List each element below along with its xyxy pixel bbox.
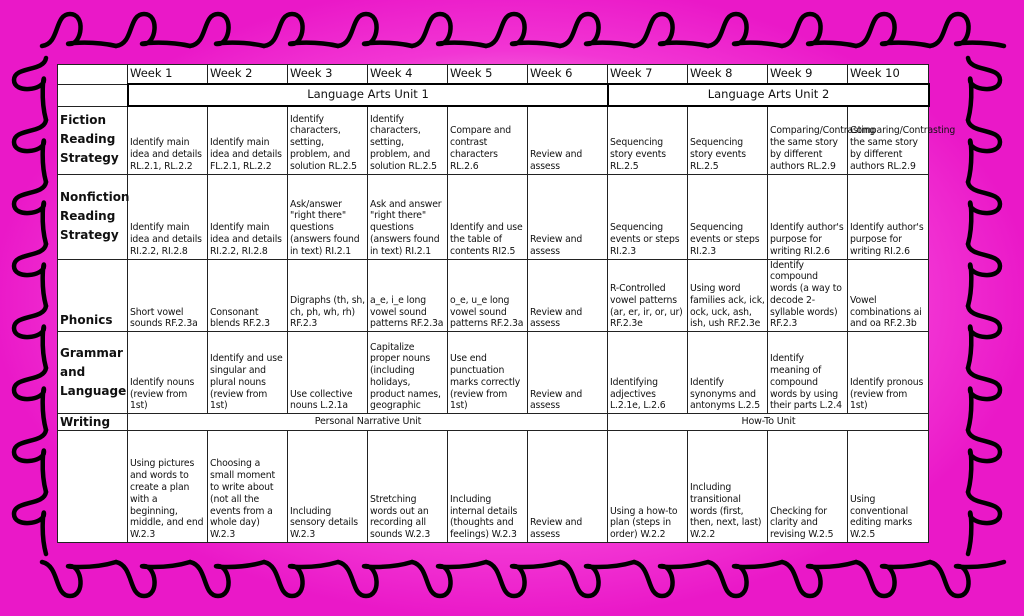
table-cell: Comparing/Contrasting the same story by different authors RL.2.9 bbox=[768, 106, 848, 174]
table-cell: Stretching words out an recording all sounds W.2.3 bbox=[368, 431, 448, 543]
border-loop bbox=[856, 562, 930, 596]
unit-row bbox=[58, 84, 929, 106]
border-loop bbox=[338, 14, 412, 46]
table-cell: a_e, i_e long vowel sound patterns RF.2.3a bbox=[368, 259, 448, 332]
table-cell: Capitalize proper nouns (including holidays, product names, geographic bbox=[368, 332, 448, 414]
border-loop bbox=[190, 562, 264, 596]
table-cell: Identify characters, setting, problem, and solution RL.2.5 bbox=[368, 106, 448, 174]
table-cell: Review and assess bbox=[528, 106, 608, 174]
table-cell: Identify nouns (review from 1st) bbox=[128, 332, 208, 414]
table-cell: Review and assess bbox=[528, 332, 608, 414]
border-loop bbox=[856, 14, 930, 46]
nonfiction-row bbox=[58, 174, 929, 259]
border-loop bbox=[560, 562, 634, 596]
border-loop bbox=[560, 14, 634, 46]
fiction-row bbox=[58, 106, 929, 174]
writing-unit-2: How-To Unit bbox=[608, 414, 929, 431]
table-cell: Using a how-to plan (steps in order) W.2.2 bbox=[608, 431, 688, 543]
border-loop bbox=[708, 14, 782, 46]
table-cell: Vowel combinations ai and oa RF.2.3b bbox=[848, 259, 929, 332]
border-loop bbox=[14, 120, 46, 182]
table-cell: Identify main idea and details FL.2.1, RL.2.2 bbox=[208, 106, 288, 174]
row-label-writing: Writing bbox=[58, 414, 128, 431]
border-loop bbox=[968, 244, 1000, 306]
table-cell: Identify author's purpose for writing RI.2.6 bbox=[768, 174, 848, 259]
border-loop bbox=[190, 14, 264, 46]
grammar-row bbox=[58, 332, 929, 414]
table-cell: Using word families ack, ick, ock, uck, ash, ish, ush RF.2.3e bbox=[688, 259, 768, 332]
table-cell: R-Controlled vowel patterns (ar, er, ir, or, ur) RF.2.3e bbox=[608, 259, 688, 332]
table-cell: Review and assess bbox=[528, 259, 608, 332]
border-loop bbox=[412, 14, 486, 46]
border-loop bbox=[930, 562, 1004, 596]
table-cell: Ask/answer "right there" questions (answers found in text) RI.2.1 bbox=[288, 174, 368, 259]
unit-1-header: Language Arts Unit 1 bbox=[128, 84, 608, 106]
border-loop bbox=[486, 562, 560, 596]
table-cell: Identify characters, setting, problem, and solution RL.2.5 bbox=[288, 106, 368, 174]
row-label-empty bbox=[58, 431, 128, 543]
table-cell: Identify and use the table of contents RI2.5 bbox=[448, 174, 528, 259]
table-cell: Identify and use singular and plural nouns (review from 1st) bbox=[208, 332, 288, 414]
border-loop bbox=[412, 562, 486, 596]
week-header: Week 1 bbox=[128, 65, 208, 85]
table-cell: Consonant blends RF.2.3 bbox=[208, 259, 288, 332]
border-loop bbox=[264, 14, 338, 46]
border-loop bbox=[968, 58, 1000, 120]
border-loop bbox=[14, 430, 46, 492]
border-loop bbox=[338, 562, 412, 596]
border-loop bbox=[42, 562, 116, 596]
curriculum-map bbox=[57, 64, 956, 543]
table-cell: o_e, u_e long vowel sound patterns RF.2.3a bbox=[448, 259, 528, 332]
border-loop bbox=[14, 182, 46, 244]
border-loop bbox=[782, 14, 856, 46]
week-header: Week 4 bbox=[368, 65, 448, 85]
table-cell: Identify main idea and details RL.2.1, RL.2.2 bbox=[128, 106, 208, 174]
border-loop bbox=[14, 306, 46, 368]
border-loop bbox=[968, 306, 1000, 368]
writing-unit-row bbox=[58, 414, 929, 431]
curriculum-table bbox=[57, 64, 956, 543]
week-header: Week 9 bbox=[768, 65, 848, 85]
border-loop bbox=[14, 492, 46, 554]
table-cell: Sequencing story events RL.2.5 bbox=[608, 106, 688, 174]
row-label-fiction: Fiction Reading Strategy bbox=[58, 106, 128, 174]
border-loop bbox=[14, 368, 46, 430]
border-loop bbox=[782, 562, 856, 596]
unit-row-label bbox=[58, 84, 128, 106]
border-loop bbox=[968, 368, 1000, 430]
border-loop bbox=[708, 562, 782, 596]
table-cell: Identify synonyms and antonyms L.2.5 bbox=[688, 332, 768, 414]
week-header: Week 8 bbox=[688, 65, 768, 85]
table-cell: Identify compound words (a way to decode 2-syllable words) RF.2.3 bbox=[768, 259, 848, 332]
table-cell: Including transitional words (first, then, next, last) W.2.2 bbox=[688, 431, 768, 543]
table-cell: Digraphs (th, sh, ch, ph, wh, rh) RF.2.3 bbox=[288, 259, 368, 332]
table-cell: Identify author's purpose for writing RI.2.6 bbox=[848, 174, 929, 259]
table-cell: Comparing/Contrasting the same story by different authors RL.2.9 bbox=[848, 106, 929, 174]
border-loop bbox=[42, 14, 116, 46]
table-cell: Identify pronous (review from 1st) bbox=[848, 332, 929, 414]
week-header: Week 5 bbox=[448, 65, 528, 85]
week-header: Week 3 bbox=[288, 65, 368, 85]
writing-row bbox=[58, 431, 929, 543]
table-cell: Sequencing events or steps RI.2.3 bbox=[688, 174, 768, 259]
table-cell: Sequencing story events RL.2.5 bbox=[688, 106, 768, 174]
table-cell: Using conventional editing marks W.2.5 bbox=[848, 431, 929, 543]
week-header: Week 2 bbox=[208, 65, 288, 85]
table-cell: Review and assess bbox=[528, 174, 608, 259]
unit-2-header: Language Arts Unit 2 bbox=[608, 84, 929, 106]
table-cell: Compare and contrast characters RL.2.6 bbox=[448, 106, 528, 174]
border-loop bbox=[14, 58, 46, 120]
week-header: Week 6 bbox=[528, 65, 608, 85]
table-cell: Review and assess bbox=[528, 431, 608, 543]
week-header-row bbox=[58, 65, 929, 85]
table-cell: Ask and answer "right there" questions (answers found in text) RI.2.1 bbox=[368, 174, 448, 259]
border-loop bbox=[264, 562, 338, 596]
border-loop bbox=[634, 14, 708, 46]
row-label-nonfiction: Nonfiction Reading Strategy bbox=[58, 174, 128, 259]
table-cell: Checking for clarity and revising W.2.5 bbox=[768, 431, 848, 543]
table-cell: Including internal details (thoughts and feelings) W.2.3 bbox=[448, 431, 528, 543]
table-cell: Choosing a small moment to write about (not all the events from a whole day) W.2.3 bbox=[208, 431, 288, 543]
week-header: Week 10 bbox=[848, 65, 929, 85]
border-loop bbox=[968, 182, 1000, 244]
border-loop bbox=[116, 562, 190, 596]
table-cell: Identifying adjectives L.2.1e, L.2.6 bbox=[608, 332, 688, 414]
row-label-phonics: Phonics bbox=[58, 259, 128, 332]
week-header: Week 7 bbox=[608, 65, 688, 85]
table-cell: Use end punctuation marks correctly (review from 1st) bbox=[448, 332, 528, 414]
border-loop bbox=[634, 562, 708, 596]
table-cell: Identify main idea and details RI.2.2, RI.2.8 bbox=[128, 174, 208, 259]
border-loop bbox=[930, 14, 1004, 46]
row-label-grammar: Grammar and Language bbox=[58, 332, 128, 414]
table-cell: Sequencing events or steps RI.2.3 bbox=[608, 174, 688, 259]
table-cell: Including sensory details W.2.3 bbox=[288, 431, 368, 543]
writing-unit-1: Personal Narrative Unit bbox=[128, 414, 608, 431]
phonics-row bbox=[58, 259, 929, 332]
table-cell: Use collective nouns L.2.1a bbox=[288, 332, 368, 414]
table-cell: Short vowel sounds RF.2.3a bbox=[128, 259, 208, 332]
table-cell: Identify meaning of compound words by using their parts L.2.4 bbox=[768, 332, 848, 414]
border-loop bbox=[968, 492, 1000, 554]
table-cell: Identify main idea and details RI.2.2, RI.2.8 bbox=[208, 174, 288, 259]
border-loop bbox=[486, 14, 560, 46]
border-loop bbox=[14, 244, 46, 306]
table-cell: Using pictures and words to create a plan with a beginning, middle, and end W.2.3 bbox=[128, 431, 208, 543]
border-loop bbox=[116, 14, 190, 46]
border-loop bbox=[968, 430, 1000, 492]
border-loop bbox=[968, 120, 1000, 182]
corner-cell bbox=[58, 65, 128, 85]
